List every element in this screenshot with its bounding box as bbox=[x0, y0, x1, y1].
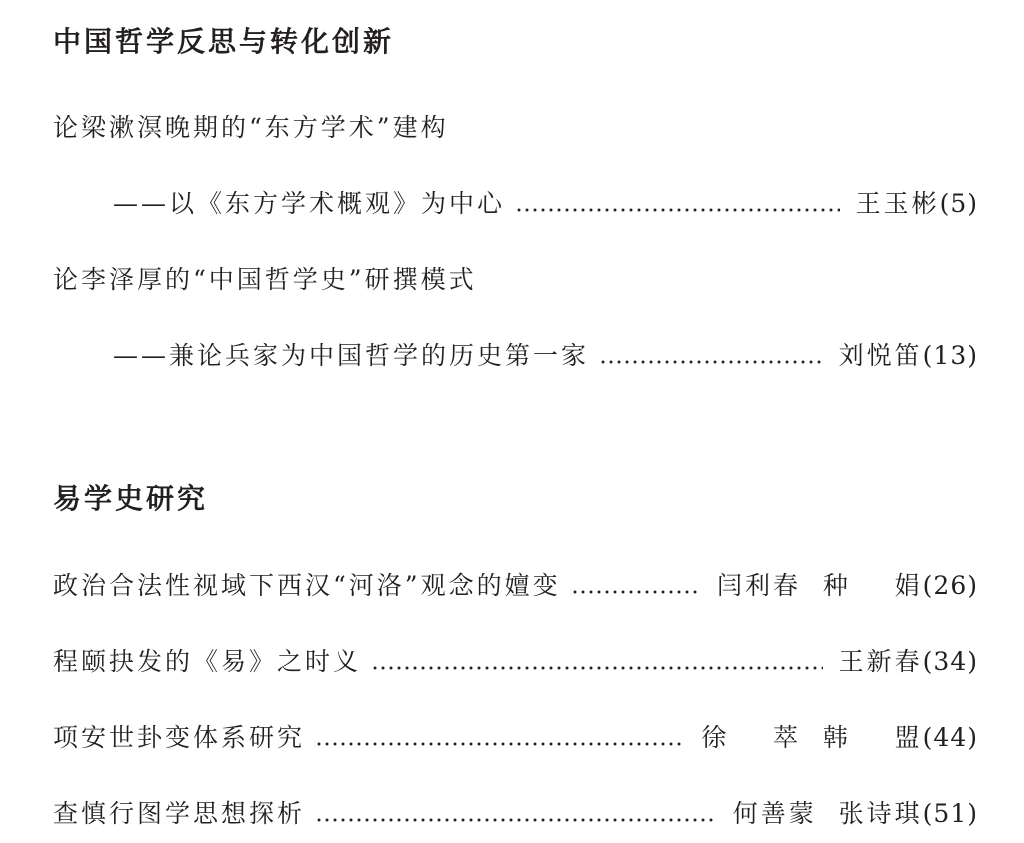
entry-author: 刘悦笛 bbox=[838, 341, 923, 370]
toc-entry[interactable] bbox=[113, 184, 978, 224]
entry-page-number: (26) bbox=[922, 571, 978, 600]
entry-author: 王新春 bbox=[838, 647, 923, 676]
entry-page-number: (44) bbox=[922, 723, 978, 752]
entry-page-number: (51) bbox=[922, 799, 978, 828]
entry-subtitle: ——以《东方学术概观》为中心 bbox=[113, 189, 506, 218]
entry-title: 政治合法性视域下西汉“河洛”观念的嬗变 bbox=[53, 571, 561, 600]
entry-author: 徐 萃 韩 盟 bbox=[701, 723, 923, 752]
toc-entry[interactable] bbox=[113, 336, 978, 376]
entry-author: 王玉彬 bbox=[855, 189, 940, 218]
toc-entry[interactable] bbox=[53, 642, 978, 682]
entry-author: 何善蒙 张诗琪 bbox=[732, 799, 923, 828]
section-title: 中国哲学反思与转化创新 bbox=[53, 25, 395, 58]
toc-entry[interactable] bbox=[53, 566, 978, 606]
toc-entry[interactable] bbox=[53, 794, 978, 834]
entry-title: 查慎行图学思想探析 bbox=[53, 799, 306, 828]
entry-subtitle: ——兼论兵家为中国哲学的历史第一家 bbox=[113, 341, 590, 370]
entry-author: 闫利春 种 娟 bbox=[716, 571, 923, 600]
entry-title: 论梁漱溟晚期的“东方学术”建构 bbox=[53, 113, 449, 142]
dot-leader bbox=[371, 666, 823, 670]
dot-leader bbox=[515, 208, 840, 212]
entry-page-number: (5) bbox=[939, 189, 978, 218]
entry-page-number: (34) bbox=[922, 647, 978, 676]
dot-leader bbox=[315, 742, 685, 746]
entry-title: 论李泽厚的“中国哲学史”研撰模式 bbox=[53, 265, 477, 294]
dot-leader bbox=[315, 818, 717, 822]
entry-page-number: (13) bbox=[922, 341, 978, 370]
entry-title: 程颐抉发的《易》之时义 bbox=[53, 647, 362, 676]
toc-entry-title bbox=[53, 108, 978, 148]
dot-leader bbox=[571, 590, 701, 594]
section-title: 易学史研究 bbox=[53, 482, 209, 515]
toc-entry-title bbox=[53, 260, 978, 300]
entry-title: 项安世卦变体系研究 bbox=[53, 723, 306, 752]
toc-entry[interactable] bbox=[53, 718, 978, 758]
dot-leader bbox=[599, 360, 823, 364]
